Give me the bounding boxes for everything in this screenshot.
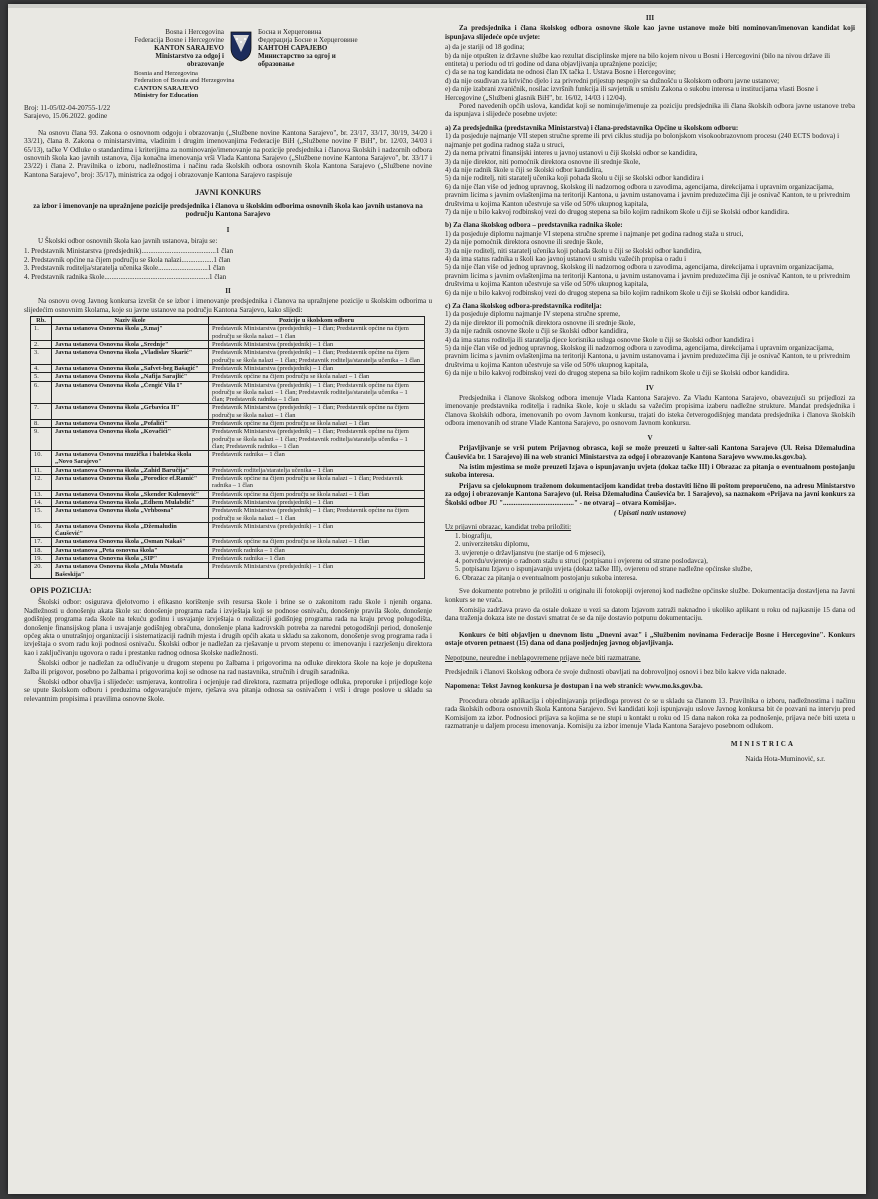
reference-number: Broj: 11-05/02-04-20755-1/22 [24, 104, 111, 112]
section5-paragraph: Prijavljivanje se vrši putem Prijavnog obrasca, koji se može preuzeti u šalter-sali Kantona Sarajevo (Ul. Reisa Džemaludina Čauševića br. 1 Sarajevo) ili na web stranici Ministarstva za odgoj i obrazovanje Kantona Sarajevo www.mo.ks.gov.ba). [445, 444, 855, 461]
row-number: 20. [31, 563, 52, 579]
signature-name: Naida Hota-Muminović, s.r. [745, 754, 825, 763]
section-number: III [645, 14, 655, 22]
list-item: 4. Predstavnik radnika škole...........................................................1 član [24, 272, 227, 281]
school-name: Javna ustanova Osnovna škola „Porodice ef.Ramić" [52, 475, 209, 491]
school-name: Javna ustanova Osnovna škola „Edhem Mulabdić" [52, 498, 209, 506]
opis-paragraph: Školski odbor obavlja i slijedeće: usmjerava, kontrolira i ocjenjuje rad direktora, razmatra prijedloge odluka, preporuke i prijedloge koje se upute školskom odboru i preduzima odgovarajuće mjere, rješava sva pitanja odnosa sa osnivačem i vrši i druge poslove u skladu sa relevantnim propisima i pravilima osnovne škole. [24, 677, 432, 703]
positions-cell: Predstavnik Ministarstva (predsjednik) – 1 član; Predstavnik općine na čijem području se škola nalazi – 1 član [209, 507, 425, 523]
school-name: Javna ustanova Osnovna škola „Grbavica II" [52, 404, 209, 420]
letterhead-cyrillic [258, 28, 398, 68]
eng-line: CANTON SARAJEVO [134, 84, 199, 92]
row-number: 2. [31, 341, 52, 349]
opis-heading: OPIS POZICIJA: [30, 585, 92, 595]
positions-cell: Predstavnik općine na čijem području se škola nalazi – 1 član [209, 419, 425, 427]
list-item: 6. Obrazac za pitanja o eventualnom postojanju sukoba interesa. [455, 573, 638, 582]
condition-item: 3) da nije roditelj, niti staratelj učenika koji pohađa školu u čiji se školski odbor kandidira, [445, 246, 702, 255]
condition-item: 3) da nije direktor, niti pomoćnik direktora osnovne ili srednje škole, [445, 157, 641, 166]
subsection-heading: a) Za predsjednika (predstavnika Ministarstva) i člana-predstavnika Općine u školskom odboru: [445, 123, 739, 132]
section5-note: ( Upisati naziv ustanove) [613, 508, 687, 517]
positions-cell: Predstavnik Ministarstva (predsjednik) – 1 član; Predstavnik općine na čijem području se škola nalazi – 1 član; Predstavnik roditelja/staratelja učenika – 1 član [209, 349, 425, 365]
schools-table [30, 316, 425, 579]
letterhead [24, 10, 432, 98]
table-row [31, 364, 425, 372]
subsection-heading: b) Za člana školskog odbora – predstavnika radnika škole: [445, 221, 623, 230]
table-row [31, 498, 425, 506]
table-body [31, 325, 425, 579]
newspaper-page [8, 4, 866, 1194]
table-row [31, 522, 425, 538]
condition-item: c) da se na tog kandidata ne odnosi član IX tačka 1. Ustava Bosne i Hercegovine; [445, 68, 676, 77]
condition-item: d) da nije osuđivan za krivično djelo i za privredni prijestup nespojiv sa dužnošću u školskom odboru javne ustanove; [445, 76, 780, 85]
school-name: Javna ustanova Osnovna škola „Vladislav Skarić" [52, 349, 209, 365]
list-item: 3. Predstavnik roditelja/staratelja učenika škole............................1 član [24, 264, 225, 273]
list-item: 2. univerzitetsku diplomu, [455, 540, 530, 549]
table-row [31, 325, 425, 341]
school-name: Javna ustanova Osnovna škola „Kovačići" [52, 428, 209, 451]
table-row [31, 466, 425, 474]
school-name: Javna ustanova Osnovna škola „Mula Mustafa Bašeskija" [52, 563, 209, 579]
reference-block [24, 104, 432, 121]
eng-line: Bosnia and Herzegovina [134, 70, 198, 77]
lat-line: Ministarstvo za odgoj i [155, 52, 224, 60]
row-number: 9. [31, 428, 52, 451]
condition-item: 4) da nije radnik škole u čiji se školski odbor kandidira, [445, 165, 603, 174]
web-note: Napomena: Tekst Javnog konkursa je dostupan i na web stranici: www.mo.ks.gov.ba. [445, 682, 703, 691]
lat-line: Bosna i Hercegovina [165, 28, 224, 36]
table-row [31, 490, 425, 498]
school-name: Javna ustanova Osnovna škola „Zahid Baručija" [52, 466, 209, 474]
column-header: Rb. [31, 317, 52, 325]
section1-lead: U Školski odbor osnovnih škola kao javnih ustanova, biraju se: [38, 236, 218, 245]
condition-item: 6) da nije član više od jednog upravnog, školskog ili nadzornog odbora u zavodima, agencijama, direkcijama i upravnim organizacijama, pravnim licima s javnim ovlaštenjima na teritoriji Kantona, u javnim ustanovama i javnim preduzećima čiji je osnivač Kanton, te u privrednim društvima u kojima Kanton učestvuje sa više od 50% ukupnog kapitala, [445, 182, 851, 208]
row-number: 19. [31, 555, 52, 563]
section-number: V [647, 433, 653, 442]
position-list [24, 247, 432, 281]
list-item: 2. Predstavnik općine na čijem području se škola nalazi..................1 član [24, 255, 231, 264]
list-item: 4. potvrdu/uvjerenje o radnom stažu u struci (potpisanu i ovjerenu od strane poslodavca), [455, 556, 708, 565]
row-number: 17. [31, 538, 52, 546]
section3-pre: Pored navedenih općih uslova, kandidat koji se nominuje/imenuje za poziciju predsjednika ili člana školskih odbora javne ustanove treba da ispunjava i slijedeće posebne uvjete: [445, 102, 855, 119]
section5-paragraph: Komisija zadržava pravo da ostale dokaze u vezi sa datom Izjavom zatraži naknadno i ukoliko aplikant u roku od najkasnije 15 dana od dana traženja dokaza iste ne dostavi smatrat će se da nije dostavio potpunu dokumentaciju. [445, 606, 855, 623]
school-name: Javna ustanova Osnovna škola „Vrhbosna" [52, 507, 209, 523]
positions-cell: Predstavnik Ministarstva (predsjednik) – 1 član; Predstavnik općine na čijem području se škola nalazi – 1 član; Predstavnik roditelja/staratelja učenika – 1 član; Predstavnik radnika – 1 član [209, 428, 425, 451]
row-number: 14. [31, 498, 52, 506]
column-header: Pozicije u školskom odboru [209, 317, 425, 325]
document-title: JAVNI KONKURS [195, 188, 261, 198]
positions-cell: Predstavnik Ministarstva (predsjednik) – 1 član [209, 341, 425, 349]
positions-cell: Predstavnik Ministarstva (predsjednik) – 1 član [209, 563, 425, 579]
condition-item: 5) da nije član više od jednog upravnog, školskog ili nadzornog odbora u zavodima, agencijama, direkcijama i upravnim organizacijama, pravnim licima s javnim ovlaštenjima na teritoriji Kantona, u javnim ustanovama i javnim preduzećima čiji je osnivač Kanton, te u privrednim društvima u kojima Kanton učestvuje sa više od 50% ukupnog kapitala, [445, 344, 851, 369]
row-number: 11. [31, 466, 52, 474]
section5-paragraph: Predsjednik i članovi školskog odbora će svoje dužnosti obavljati na dobrovoljnoj osnovi i bez bilo kakve vida naknade. [445, 668, 787, 677]
school-name: Javna ustanova Osnovna škola „Pofalići" [52, 419, 209, 427]
condition-item: e) da nije izabrani zvaničnik, nosilac izvršnih funkcija ili savjetnik u smislu Zakona o sukobu interesa u institucijama vlasti Bosne i Hercegovine („Službeni glasnik BiH", br. 16/02, 14/03 i 12/04). [445, 85, 818, 102]
condition-item: a) da je stariji od 18 godina; [445, 43, 525, 52]
condition-item: 1) da posjeduje diplomu najmanje VI stepena stručne spreme i najmanje pet godina radnog staža u struci, [445, 229, 744, 238]
table-row [31, 381, 425, 404]
list-item: 3. uvjerenje o državljanstvu (ne starije od 6 mjeseci), [455, 548, 606, 557]
condition-item: 1) da posjeduje najmanje VII stepen stručne spreme ili prvi ciklus studija po bolonjskom visokoobrazovnom procesu (240 ECTS bodova) i najmanje pet godina radnog staža u struci, [445, 132, 840, 149]
lat-line: KANTON SARAJEVO [154, 44, 224, 52]
row-number: 4. [31, 364, 52, 372]
cyr-line: образовање [258, 60, 295, 68]
table-row [31, 507, 425, 523]
lat-line: Federacija Bosne i Hercegovine [134, 36, 224, 44]
condition-item: 2) da nije direktor ili pomoćnik direktora osnovne ili srednje škole, [445, 318, 636, 327]
page-top-strip [8, 4, 866, 8]
table-row [31, 341, 425, 349]
school-name: Javna ustanova Osnovna škola „Srednje" [52, 341, 209, 349]
positions-cell: Predstavnik Ministarstva (predsjednik) – 1 član; Predstavnik općine na čijem području se škola nalazi – 1 član [209, 404, 425, 420]
table-row [31, 373, 425, 381]
cyr-line: Федерација Босне и Херцеговине [258, 36, 358, 44]
condition-item: 4) da ima status radnika u školi kao javnoj ustanovi u smislu važećih propisa o radu i [445, 254, 687, 263]
row-number: 5. [31, 373, 52, 381]
row-number: 15. [31, 507, 52, 523]
section4-text: Predsjednika i članove školskog odbora imenuje Vlada Kantona Sarajevo. Za Vladu Kantona Sarajevo, obavezujući su prijedlozi za imenovanje predstavnika roditelja i radnika škole, koje u skladu sa važećim propisima izaberu nadležne strukture. Mandat predsjednika i članova školskih odbora, imenovanih po ovom Javnom konkursu, trajati do isteka četverogodišnjeg mandata predsjednika i članova školskih odbora imenovanih od strane Vlade Kantona Sarajevo, po osnovom Javnom konkursu. [445, 394, 855, 428]
row-number: 7. [31, 404, 52, 420]
school-name: Javna ustanova Osnovna škola „Čengić Vila I" [52, 381, 209, 404]
document-subtitle: za izbor i imenovanje na upražnjene pozicije predsjednika i članova u školskim odborima osnovnih škola kao javnih ustanova na području Kantona Sarajevo [33, 201, 423, 219]
cyr-line: КАНТОН САРАЈЕВО [258, 44, 328, 52]
school-name: Javna ustanova Osnovna škola „SIP" [52, 555, 209, 563]
positions-cell: Predstavnik Ministarstva (predsjednik) – 1 član [209, 364, 425, 372]
letterhead-english [134, 70, 234, 100]
opis-paragraph: Školski odbor: osigurava djelotvorno i efikasno korištenje svih resursa škole i brine se o zakonitom radu škole i njenih organa. Nadležnosti u donošenju akata škole su: donošenje programa rada i izvještaja koji se podnose osnivaču, donošenje pravila škole, donošenje godišnjeg programa rada škole na tekuću godinu i usvajanje izvještaja o realizaciji godišnjeg programa rada na kraju prvog polugodišta, donošenje finansijskog plana i usvajanje godišnjeg obračuna, donošenje plana kadrovskih potreba za naredni petogodišnji period, donošenje općeg akta o unutrašnjoj organizaciji i sistematizaciji radnih mjesta i drugih općih akata u skladu sa zakonom, donošenje svog programa rada i izvještaja o svom radu koji podnosi osnivaču. Školski odbor je nadležan za rješavanje u prvom stepenu o: imenovanju i razrješenju direktora kao i zaključivanju ugovora o radu i prestanku radnog odnosa školske nadležnosti. [24, 598, 432, 657]
section5-paragraph: Prijavu sa cjelokupnom traženom dokumentacijom kandidat treba dostaviti lično ili poštom preporučeno, na adresu Ministarstvo za odgoj i obrazovanje Kantona Sarajevo (ul. Reisa Džemaludina Čauševića br. 1 Sarajevo), sa naznakom «Prijava na javni konkurs za Školski odbor JU "........................................" - ne otvaraj – otvara Komisija». [445, 481, 855, 507]
condition-item: 5) da nije roditelj, niti staratelj učenika koji pohađa školu u čiji se školski odbor kandidira i [445, 174, 704, 183]
condition-item: 2) da nema privatni finansijski interes u javnoj ustanovi u čiji školski odbor se kandidira, [445, 149, 698, 158]
cyr-line: Босна и Херцеговина [258, 28, 322, 36]
school-name: Javna ustanova Osnovna škola „Safvet-beg Bašagić" [52, 364, 209, 372]
intro-paragraph: Na osnovu člana 93. Zakona o osnovnom odgoju i obrazovanju („Službene novine Kantona Sarajevo", br. 23/17, 33/17, 30/19, 34/20 i 33/21), člana 8. Zakona o ministarstvima, vladinim i drugim imenovanjima Federacije BiH („Službene novine F BiH", br. 12/03, 34/03 i 65/13), tačke V Odluke o standardima i kriterijima za nominovanje/imenovanje na pozicije predsjednika i članova školskih i nadzornih odbora osnovnih škola kao javnih ustanova, čija konačna imenovanja vrši Vlada Kantona Sarajevo („Službene novine Kantona Sarajevo", br. 33/17 i 23/22) i člana 2. Pravilnika o izboru, nadležnostima i načinu rada školskih odbora osnovnih škola Kantona Sarajevo („Službene novine Kantona Sarajevo", broj: 35/17), ministrica za odgoj i obrazovanje Kantona Sarajevo raspisuje [24, 128, 432, 179]
lat-line: obrazovanje [187, 60, 224, 68]
list-item: 5. potpisanu Izjavu o ispunjavanju uvjeta (dokaz tačke III), ovjerenu od strane nadležne općinske službe, [455, 565, 753, 574]
reference-date: Sarajevo, 15.06.2022. godine [24, 112, 108, 121]
row-number: 3. [31, 349, 52, 365]
table-row [31, 419, 425, 427]
table-row [31, 428, 425, 451]
positions-cell: Predstavnik Ministarstva (predsjednik) – 1 član; Predstavnik općine na čijem području se škola nalazi – 1 član [209, 325, 425, 341]
section-number: I [226, 226, 230, 235]
school-name: Javna ustanova Osnovna škola „Osman Nakaš" [52, 538, 209, 546]
table-row [31, 563, 425, 579]
section-number: II [225, 286, 231, 295]
positions-cell: Predstavnik Ministarstva (predsjednik) – 1 član [209, 522, 425, 538]
letterhead-latin [84, 28, 224, 68]
section5-paragraph: Konkurs će biti objavljen u dnevnom listu „Dnevni avaz" i „Službenim novinama Federacije Bosne i Hercegovine". Konkurs ostaje otvoren petnaest (15) dana od dana posljednjeg javnog objavljivanja. [445, 630, 855, 648]
section2-text: Na osnovu ovog Javnog konkursa izvršit će se izbor i imenovanje predsjednika i članova na upražnjene pozicije u školskim odborima u slijedećim osnovnim školama, koje su javne ustanove na području Kantona Sarajevo, kako slijedi: [24, 297, 432, 314]
eng-line: Ministry for Education [134, 92, 199, 100]
section5-paragraph: Nepotpune, neuredne i neblagovremene prijave neće biti razmatrane. [445, 653, 641, 662]
documents-list [455, 532, 855, 582]
section5-paragraph: Sve dokumente potrebno je priložiti u originalu ili fotokopiji ovjerenoj kod nadležne općinske službe. Dokumentacija dostavljena na Javni konkurs se ne vraća. [445, 587, 855, 604]
positions-cell: Predstavnik radnika – 1 član [209, 546, 425, 554]
positions-cell: Predstavnik općine na čijem području se škola nalazi – 1 član [209, 373, 425, 381]
list-item: 1. biografiju, [455, 531, 492, 540]
section3-lead: Za predsjednika i člana školskog odbora osnovne škole kao javne ustanove može biti nominovan/imenovan kandidat koji ispunjava slijedeće opće uvjete: [445, 24, 855, 41]
row-number: 1. [31, 325, 52, 341]
signature-role: MINISTRICA [730, 740, 795, 749]
positions-cell: Predstavnik roditelja/staratelja učenika – 1 član [209, 466, 425, 474]
condition-item: 4) da ima status roditelja ili staratelja djece korisnika usluga osnovne škole u čiji se školski odbor kandidira i [445, 335, 754, 344]
row-number: 8. [31, 419, 52, 427]
row-number: 12. [31, 475, 52, 491]
school-name: Javna ustanova Osnovna škola „9.maj" [52, 325, 209, 341]
subsection-heading: c) Za člana školskog odbora-predstavnika roditelja: [445, 302, 602, 310]
table-row [31, 538, 425, 546]
positions-cell: Predstavnik općine na čijem području se škola nalazi – 1 član [209, 538, 425, 546]
coat-of-arms-icon [229, 30, 253, 62]
row-number: 6. [31, 381, 52, 404]
right-column [445, 10, 855, 763]
condition-item: 1) da posjeduje diplomu najmanje IV stepena stručne spreme, [445, 310, 620, 319]
condition-item: 3) da nije radnik osnovne škole u čiji se školski odbor kandidira, [445, 327, 629, 336]
documents-heading: Uz prijavni obrazac, kandidat treba priložiti: [445, 523, 572, 532]
positions-cell: Predstavnik općine na čijem području se škola nalazi – 1 član; Predstavnik radnika – 1 član [209, 475, 425, 491]
table-row [31, 404, 425, 420]
table-row [31, 349, 425, 365]
cyr-line: Министарство за одгој и [258, 52, 336, 60]
condition-item: 6) da nije u bilo kakvoj rodbinskoj vezi do drugog stepena sa bilo kojim radnikom škole u čiji se školski odbor kandidira. [445, 369, 790, 378]
row-number: 18. [31, 546, 52, 554]
eng-line: Federation of Bosnia and Herzegovina [134, 77, 235, 85]
section5-paragraph: Na istim mjestima se može preuzeti Izjava o ispunjavanju uvjeta (dokaz tačke III) i Obrazac za pitanja o eventualnom postojanju sukoba interesa. [445, 462, 855, 480]
positions-cell: Predstavnik Ministarstva (predsjednik) – 1 član; Predstavnik općine na čijem području se škola nalazi – 1 član; Predstavnik roditelja/staratelja učenika – 1 član; Predstavnik radnika – 1 član [209, 381, 425, 404]
positions-cell: Predstavnik Ministarstva (predsjednik) – 1 član [209, 498, 425, 506]
school-name: Javna ustanova Osnovna škola „Skender Kulenović" [52, 490, 209, 498]
table-header-row [31, 317, 425, 325]
row-number: 10. [31, 451, 52, 467]
row-number: 13. [31, 490, 52, 498]
positions-cell: Predstavnik radnika – 1 član [209, 451, 425, 467]
row-number: 16. [31, 522, 52, 538]
section-number: IV [646, 383, 654, 392]
list-item: 1. Predstavnik Ministarstva (predsjednik)..........................................1 član [24, 247, 234, 256]
school-name: Javna ustanova Osnovna škola „Džemaludin Čaušević" [52, 522, 209, 538]
table-row [31, 451, 425, 467]
opis-paragraph: Školski odbor je nadležan za odlučivanje u drugom stepenu po žalbama i prigovorima na odluke direktora škole na koje je dopuštena žalba ili prigovor, posebno po žalbama i prigovorima koji se odnose na rad nastavnika, stručnih i drugih saradnika. [24, 659, 432, 676]
table-row [31, 546, 425, 554]
school-name: Javna ustanova „Peta osnovna škola" [52, 546, 209, 554]
left-column [24, 10, 432, 705]
table-row [31, 555, 425, 563]
condition-item: 6) da nije u bilo kakvoj rodbinskoj vezi do drugog stepena sa bilo kojim radnikom škole u čiji se školski odbor kandidira. [445, 288, 790, 297]
table-row [31, 475, 425, 491]
column-header: Naziv škole [52, 317, 209, 325]
condition-item: 2) da nije pomoćnik direktora osnovne ili srednje škole, [445, 238, 604, 247]
positions-cell: Predstavnik radnika – 1 član [209, 555, 425, 563]
condition-item: 7) da nije u bilo kakvoj rodbinskoj vezi do drugog stepena sa bilo kojim radnikom škole u čiji se školski odbor kandidira. [445, 207, 790, 216]
section5-paragraph: Procedura obrade aplikacija i objedinjavanja prijedloga provest će se u skladu sa članom 13. Pravilnika o izboru, nadležnostima i načinu rada školskih odbora osnovnih škola Kantona Sarajevo. Svi kandidati koji ispunjavaju uslove Javnog konkursa bit će pozvani na intervju pred Komisijom za izbor. Podnosioci prijava sa kojima se ne stupi u kontakt u roku od 15 dana nakon roka za podnošenje, prijava neće biti uzeta u razmatranje u daljem procesu imenovanja. Komisiju za izbor imenuje Vlada Kantona Sarajevo posebnom odlukom. [445, 696, 855, 731]
condition-item: b) da nije otpušten iz državne službe kao rezultat disciplinske mjere na bilo kojem nivou u Bosni i Hercegovini (bilo na nivou države ili entiteta) u periodu od tri godine od dana objavljivanja upražnjene pozicije; [445, 51, 831, 69]
positions-cell: Predstavnik općine na čijem području se škola nalazi – 1 član [209, 490, 425, 498]
school-name: Javna ustanova Osnovna škola „Nafija Sarajlić" [52, 373, 209, 381]
condition-item: 5) da nije član više od jednog upravnog, školskog ili nadzornog odbora u zavodima, agencijama, direkcijama i upravnim organizacijama, pravnim licima s javnim ovlaštenjima na teritoriji Kantona, u javnim ustanovama i javnim preduzećima čiji je osnivač Kanton, te u privrednim društvima u kojima Kanton učestvuje sa više od 50% ukupnog kapitala, [445, 263, 851, 289]
school-name: Javna ustanova Osnovna muzička i baletska škola „Novo Sarajevo" [52, 451, 209, 467]
